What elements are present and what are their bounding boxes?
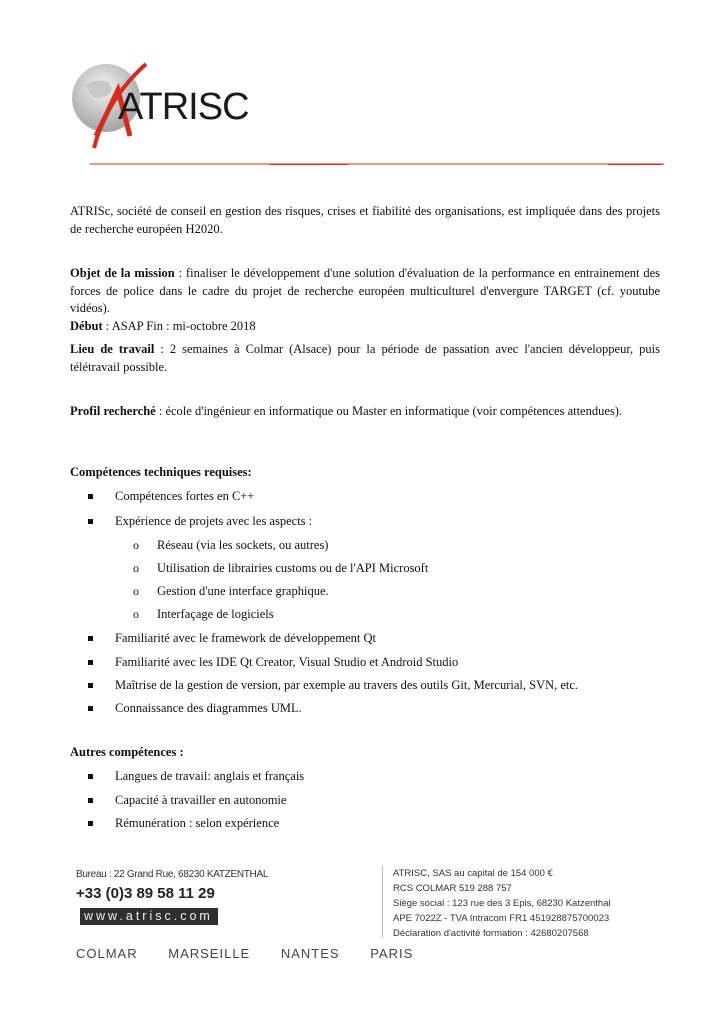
list-item: Langues de travail: anglais et français: [88, 769, 304, 784]
bullet-icon: [88, 636, 93, 641]
mission-label: Objet de la mission: [70, 266, 175, 280]
location-label: Lieu de travail: [70, 342, 155, 356]
legal-capital: ATRISC, SAS au capital de 154 000 €: [393, 868, 553, 879]
circle-bullet-icon: o: [133, 538, 139, 552]
circle-bullet-icon: o: [133, 561, 139, 575]
intro-paragraph: ATRISc, société de conseil en gestion des risques, crises et fiabilité des organisations, est impliquée dans des projets de recherche européen H2020.: [70, 204, 660, 236]
bullet-icon: [88, 774, 93, 779]
mission-paragraph: [70, 265, 660, 318]
bullet-icon: [88, 683, 93, 688]
legal-ape-tva: APE 7022Z - TVA Intracom FR1 451928875700023: [393, 913, 610, 924]
city-marseille: MARSEILLE: [168, 946, 251, 961]
list-item: Connaissance des diagrammes UML.: [88, 701, 302, 716]
list-item: Familiarité avec les IDE Qt Creator, Visual Studio et Android Studio: [88, 655, 458, 670]
office-cities: [76, 946, 439, 961]
list-item: Compétences fortes en C++: [88, 489, 254, 504]
sub-list-item: o Gestion d'une interface graphique.: [133, 584, 329, 598]
location-paragraph: [70, 341, 660, 376]
profile-text: : école d'ingénieur en informatique ou Master en informatique (voir compétences attendues).: [155, 404, 623, 418]
bullet-icon: [88, 519, 93, 524]
legal-info: [393, 866, 611, 941]
city-nantes: NANTES: [280, 946, 340, 961]
bullet-icon: [88, 821, 93, 826]
list-item: Capacité à travailler en autonomie: [88, 793, 286, 808]
phone-number[interactable]: +33 (0)3 89 58 11 29: [76, 885, 215, 902]
list-item: Expérience de projets avec les aspects :: [88, 514, 312, 529]
bullet-icon: [88, 494, 93, 499]
bullet-icon: [88, 706, 93, 711]
mission-text: : finaliser le développement d'une solution d'évaluation de la performance en entrainement des forces de police dans le cadre du projet de recherche européen multiculturel d'envergure TARGET (cf. youtube vidéos).: [70, 266, 661, 315]
profile-paragraph: [70, 403, 660, 421]
list-item: Maîtrise de la gestion de version, par exemple au travers des outils Git, Mercurial, SVN, etc.: [88, 678, 578, 693]
city-paris: PARIS: [370, 946, 414, 961]
header-divider: [90, 163, 664, 165]
footer-divider: [382, 866, 383, 938]
start-label: Début: [70, 319, 103, 333]
circle-bullet-icon: o: [133, 584, 139, 598]
legal-rcs: RCS COLMAR 519 288 757: [393, 883, 512, 894]
bullet-icon: [88, 660, 93, 665]
circle-bullet-icon: o: [133, 607, 139, 621]
profile-label: Profil recherché: [70, 404, 156, 418]
other-skills-heading: Autres compétences :: [70, 745, 184, 759]
legal-headquarters: Siège social : 123 rue des 3 Epis, 68230 Katzenthal: [393, 898, 611, 909]
list-item: Rémunération : selon expérience: [88, 816, 279, 831]
location-text: : 2 semaines à Colmar (Alsace) pour la période de passation avec l'ancien développeur, puis télétravail possible.: [70, 342, 660, 374]
dates-paragraph: [70, 318, 660, 336]
technical-skills-heading: Compétences techniques requises:: [70, 465, 252, 479]
bullet-icon: [88, 798, 93, 803]
legal-training-declaration: Déclaration d'activité formation : 42680207568: [393, 928, 589, 939]
office-address: Bureau : 22 Grand Rue, 68230 KATZENTHAL: [76, 869, 269, 880]
sub-list-item: o Utilisation de librairies customs ou de l'API Microsoft: [133, 561, 429, 575]
sub-list-item: o Réseau (via les sockets, ou autres): [133, 538, 329, 552]
city-colmar: COLMAR: [76, 946, 138, 961]
list-item: Familiarité avec le framework de développement Qt: [88, 631, 376, 646]
website-link[interactable]: www.atrisc.com: [80, 908, 218, 925]
logo-text: ATRISC: [118, 86, 249, 128]
sub-list-item: o Interfaçage de logiciels: [133, 607, 274, 621]
dates-text: : ASAP Fin : mi-octobre 2018: [102, 319, 256, 333]
atrisc-logo: [66, 60, 249, 150]
